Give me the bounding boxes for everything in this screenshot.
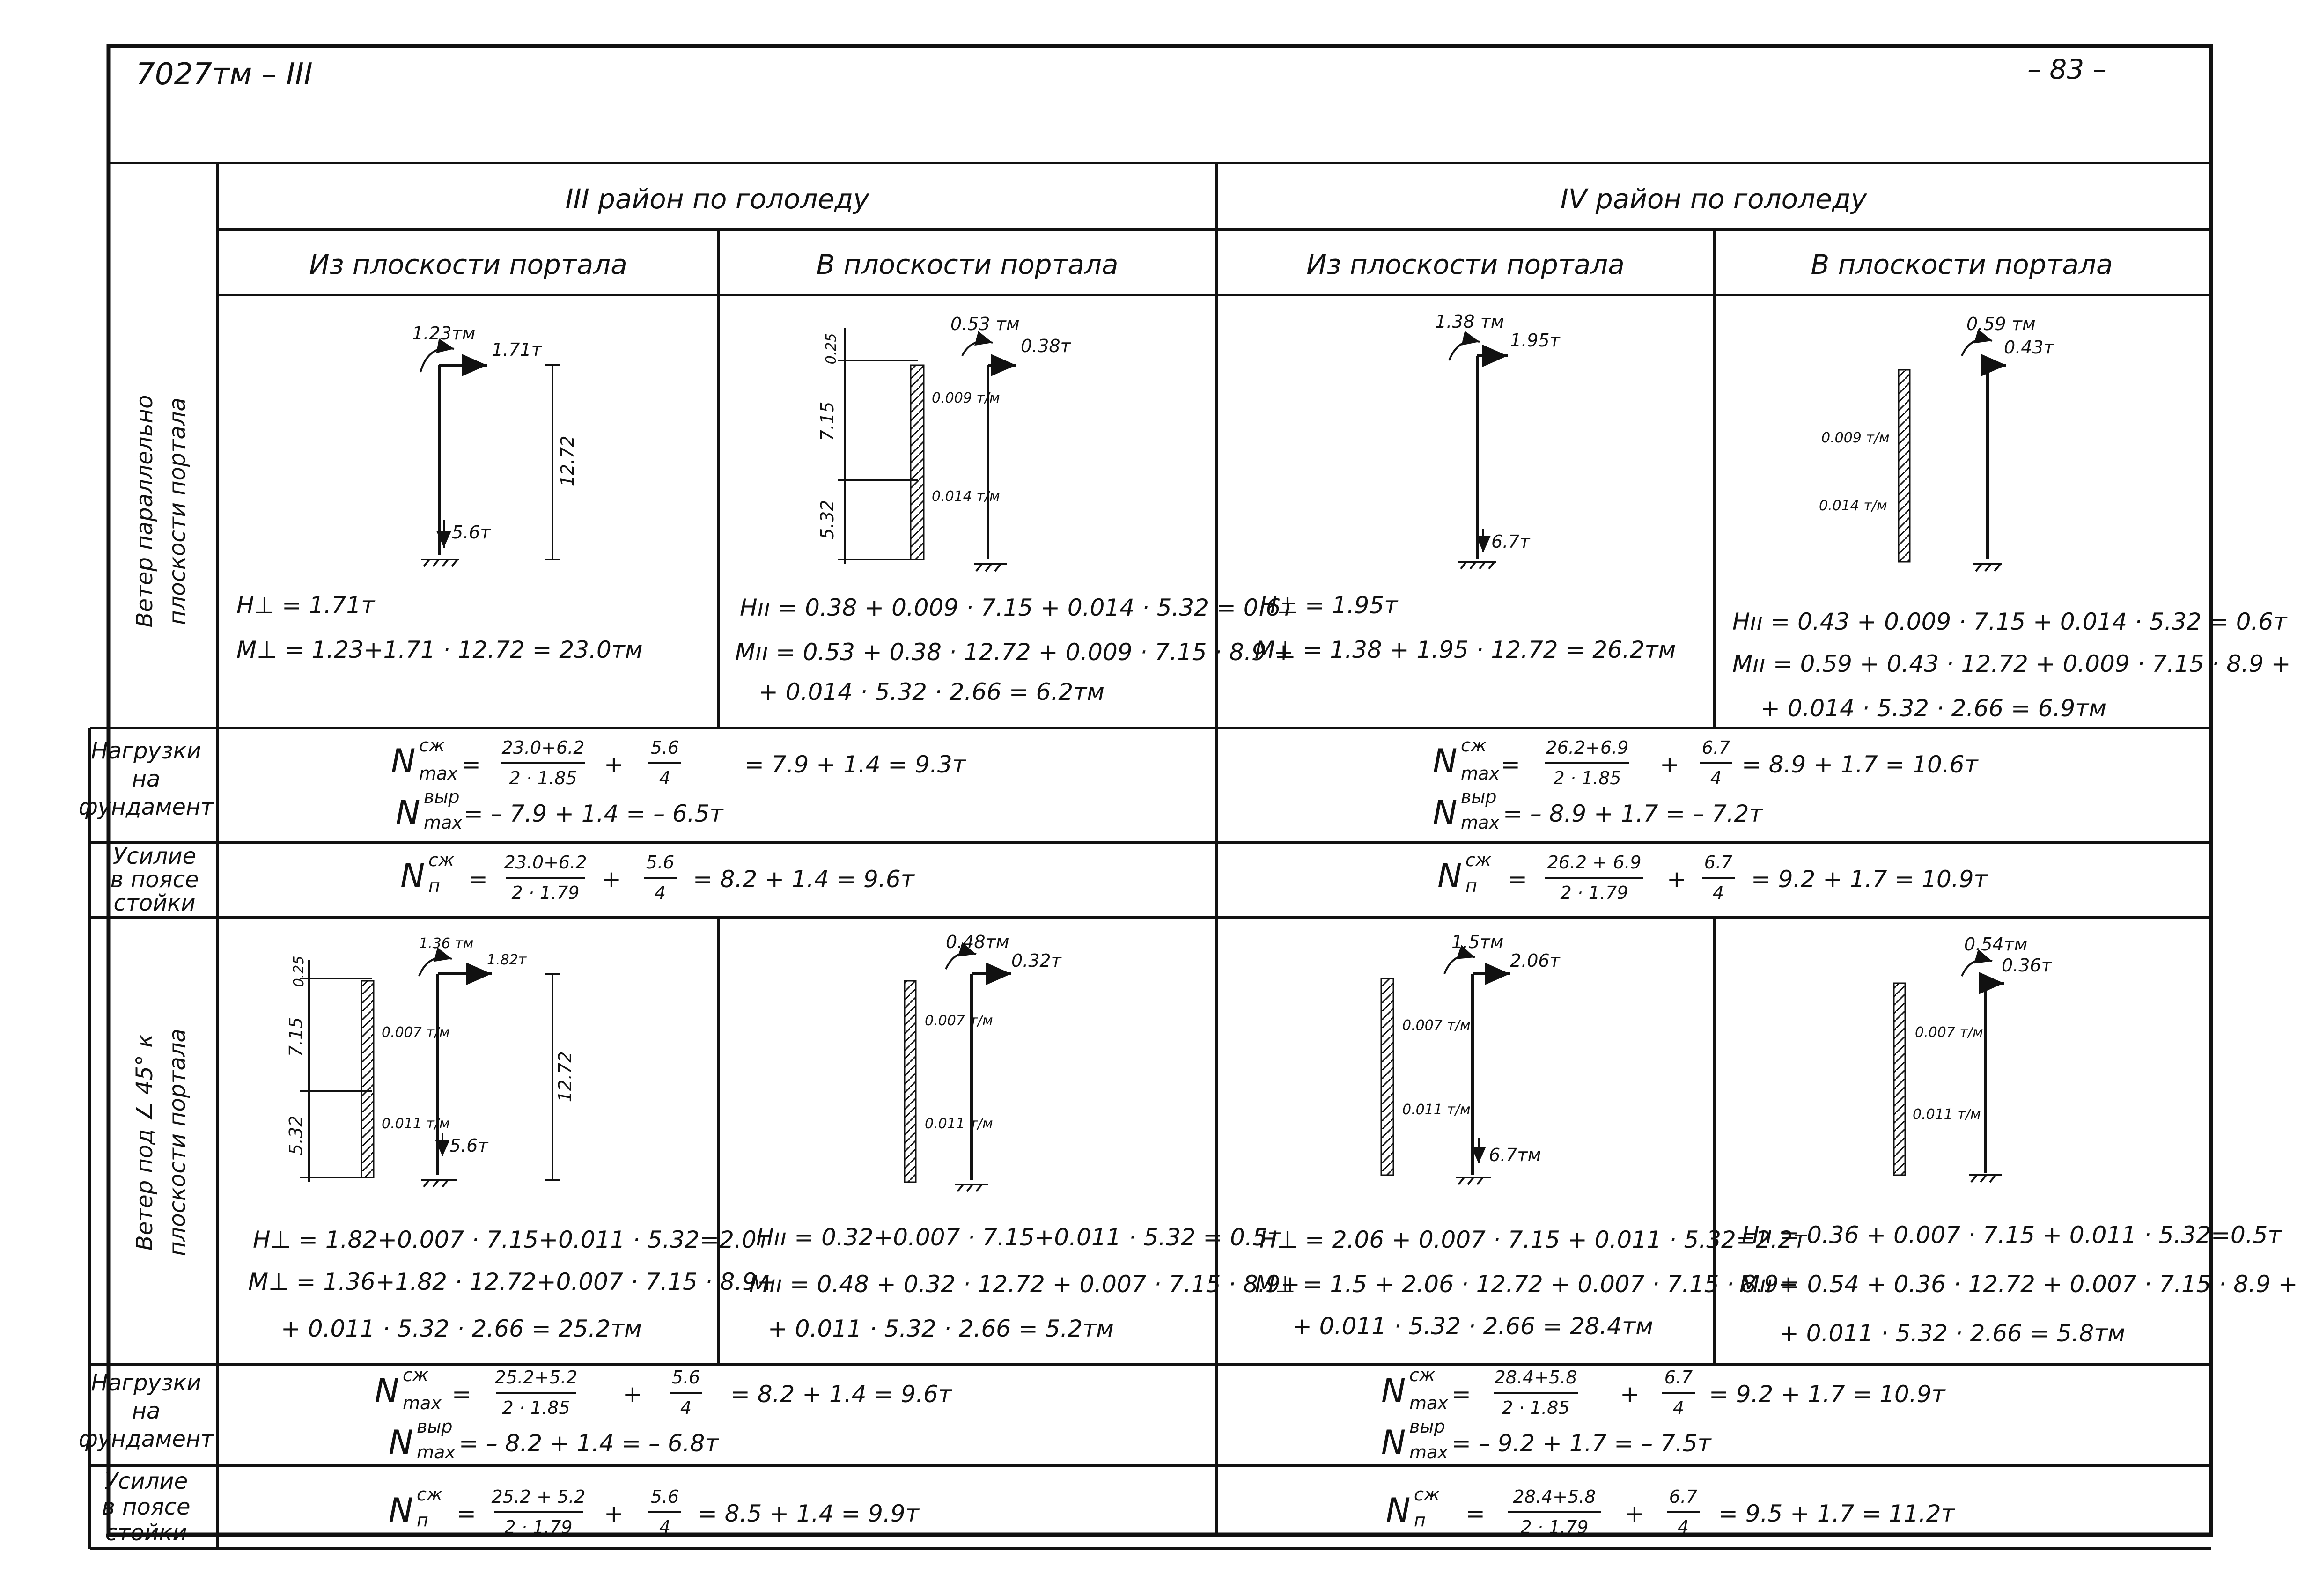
svg-text:max: max — [1409, 1442, 1448, 1463]
svg-text:N: N — [389, 1491, 413, 1530]
svg-text:28.4+5.8: 28.4+5.8 — [1494, 1367, 1577, 1388]
svg-text:28.4+5.8: 28.4+5.8 — [1513, 1486, 1596, 1507]
svg-text:6.7: 6.7 — [1664, 1367, 1693, 1388]
svg-text:выр: выр — [1461, 787, 1497, 807]
eq-b2c4-2: Mıı = 0.54 + 0.36 · 12.72 + 0.007 · 7.15 · 8.9 + — [1739, 1271, 2298, 1298]
svg-text:0.53 тм: 0.53 тм — [950, 314, 1020, 334]
svg-text:max: max — [419, 763, 458, 784]
svg-text:23.0+6.2: 23.0+6.2 — [501, 737, 585, 758]
svg-text:1.36 тм: 1.36 тм — [419, 935, 474, 952]
svg-text:5.6: 5.6 — [646, 852, 675, 873]
diagram-b1c4 — [1819, 314, 2055, 571]
svg-text:6.7: 6.7 — [1701, 737, 1730, 758]
svg-text:6.7: 6.7 — [1669, 1486, 1698, 1507]
loads-1-right — [1433, 735, 1979, 833]
svg-text:2 · 1.85: 2 · 1.85 — [502, 1397, 570, 1418]
svg-text:4: 4 — [1712, 883, 1724, 903]
row-label-loads-1 — [79, 738, 215, 820]
eq-b2c1-3: + 0.011 · 5.32 · 2.66 = 25.2тм — [281, 1315, 642, 1342]
diagram-b1c3 — [1435, 311, 1561, 569]
svg-text:0.007 т/м: 0.007 т/м — [382, 1024, 450, 1041]
eq-b1c1-2: M⊥ = 1.23+1.71 · 12.72 = 23.0тм — [236, 636, 643, 663]
svg-text:N: N — [1381, 1372, 1406, 1410]
loads-2-right — [1381, 1365, 1946, 1463]
header-in-plane-4: В плоскости портала — [1811, 249, 2113, 280]
svg-text:=: = — [457, 1500, 476, 1527]
eq-b1c3-1: H⊥ = 1.95т — [1259, 592, 1398, 619]
diagram-b2c3 — [1381, 932, 1561, 1184]
svg-text:6.7: 6.7 — [1704, 852, 1733, 873]
eq-b1c4-1: Hıı = 0.43 + 0.009 · 7.15 + 0.014 · 5.32 = 0.6т — [1732, 608, 2287, 635]
svg-text:0.38т: 0.38т — [1021, 336, 1071, 356]
svg-text:= 9.2 + 1.7 = 10.9т: = 9.2 + 1.7 = 10.9т — [1709, 1381, 1945, 1408]
svg-text:сж: сж — [419, 735, 445, 756]
svg-text:0.011 т/м: 0.011 т/м — [1913, 1106, 1981, 1123]
svg-text:max: max — [417, 1442, 456, 1463]
svg-text:2 · 1.79: 2 · 1.79 — [1560, 883, 1628, 903]
svg-text:+: + — [1660, 751, 1679, 778]
row-label-wind-45 — [132, 1029, 191, 1256]
svg-text:4: 4 — [659, 1517, 671, 1537]
svg-text:5.6: 5.6 — [671, 1367, 700, 1388]
force-2-right — [1386, 1484, 1956, 1537]
svg-text:= 9.2 + 1.7 = 10.9т: = 9.2 + 1.7 = 10.9т — [1751, 866, 1988, 893]
svg-text:0.009 т/м: 0.009 т/м — [932, 390, 1000, 406]
svg-text:плоскости портала: плоскости портала — [164, 397, 191, 625]
svg-text:1.38 тм: 1.38 тм — [1435, 311, 1504, 332]
svg-text:0.007 т/м: 0.007 т/м — [1402, 1017, 1471, 1034]
loads-2-left — [375, 1365, 953, 1463]
svg-text:= 9.5 + 1.7 = 11.2т: = 9.5 + 1.7 = 11.2т — [1718, 1500, 1955, 1527]
svg-text:N: N — [1433, 742, 1458, 780]
svg-text:12.72: 12.72 — [555, 1051, 575, 1103]
svg-text:0.36т: 0.36т — [2002, 955, 2052, 976]
svg-text:сж: сж — [1414, 1484, 1440, 1505]
svg-text:N: N — [391, 742, 416, 780]
svg-text:0.59 тм: 0.59 тм — [1966, 314, 2036, 334]
svg-text:сж: сж — [1465, 850, 1492, 870]
svg-text:N: N — [400, 857, 425, 895]
svg-text:4: 4 — [1710, 768, 1722, 788]
svg-text:0.014 т/м: 0.014 т/м — [1819, 498, 1887, 514]
diagram-b2c4 — [1894, 934, 2053, 1182]
svg-text:1.95т: 1.95т — [1510, 330, 1560, 351]
svg-text:= 8.5 + 1.4 = 9.9т: = 8.5 + 1.4 = 9.9т — [698, 1500, 919, 1527]
svg-text:= 7.9 + 1.4 = 9.3т: = 7.9 + 1.4 = 9.3т — [744, 751, 966, 778]
svg-text:фундамент: фундамент — [78, 794, 214, 820]
svg-text:0.48тм: 0.48тм — [946, 932, 1009, 952]
svg-text:= – 7.9 + 1.4 = – 6.5т: = – 7.9 + 1.4 = – 6.5т — [464, 800, 723, 827]
svg-text:Нагрузки: Нагрузки — [91, 738, 201, 764]
eq-b1c4-2: Mıı = 0.59 + 0.43 · 12.72 + 0.009 · 7.15 · 8.9 + — [1732, 650, 2291, 677]
eq-b2c4-1: Hıı = 0.36 + 0.007 · 7.15 + 0.011 · 5.32=0.5т — [1742, 1221, 2282, 1249]
eq-b1c3-2: M⊥ = 1.38 + 1.95 · 12.72 = 26.2тм — [1255, 636, 1676, 663]
row-label-loads-2 — [79, 1370, 215, 1452]
svg-text:5.6: 5.6 — [650, 737, 679, 758]
svg-text:п: п — [1465, 875, 1477, 896]
diagram-b1c2 — [817, 314, 1072, 571]
svg-text:=: = — [1451, 1381, 1471, 1408]
svg-text:+: + — [623, 1381, 642, 1408]
svg-text:в поясе: в поясе — [110, 867, 199, 893]
eq-b2c4-3: + 0.011 · 5.32 · 2.66 = 5.8тм — [1779, 1320, 2125, 1347]
svg-text:0.007 т/м: 0.007 т/м — [1915, 1024, 1983, 1041]
svg-text:5.32: 5.32 — [286, 1115, 306, 1155]
svg-text:+: + — [604, 1500, 624, 1527]
svg-text:1.23тм: 1.23тм — [412, 323, 476, 344]
svg-text:7.15: 7.15 — [817, 401, 838, 441]
svg-text:сж: сж — [428, 850, 455, 870]
svg-text:N: N — [375, 1372, 399, 1410]
header-zone-4: IV район по гололеду — [1560, 183, 1867, 215]
svg-text:2 · 1.85: 2 · 1.85 — [1502, 1397, 1570, 1418]
row-label-force-2 — [102, 1468, 190, 1546]
svg-text:выр: выр — [1409, 1416, 1445, 1437]
eq-b2c2-1: Hıı = 0.32+0.007 · 7.15+0.011 · 5.32 = 0.5т — [756, 1224, 1281, 1251]
svg-text:max: max — [403, 1393, 442, 1413]
doc-code: 7027тм – III — [136, 57, 313, 92]
svg-text:плоскости портала: плоскости портала — [164, 1029, 191, 1256]
svg-text:5.6т: 5.6т — [449, 1135, 488, 1156]
svg-text:фундамент: фундамент — [78, 1426, 214, 1452]
row-label-force-1 — [110, 843, 199, 916]
force-1-left — [400, 850, 915, 903]
diagram-b2c2 — [905, 932, 1062, 1191]
svg-text:= – 9.2 + 1.7 = – 7.5т: = – 9.2 + 1.7 = – 7.5т — [1451, 1430, 1711, 1457]
svg-text:N: N — [389, 1423, 413, 1462]
svg-text:=: = — [452, 1381, 471, 1408]
svg-text:выр: выр — [417, 1416, 453, 1437]
svg-text:=: = — [1501, 751, 1520, 778]
svg-text:сж: сж — [403, 1365, 429, 1385]
svg-text:1.82т: 1.82т — [487, 952, 527, 968]
svg-text:0.007 т/м: 0.007 т/м — [925, 1013, 993, 1029]
svg-text:=: = — [1508, 866, 1527, 893]
svg-text:=: = — [461, 751, 481, 778]
svg-text:0.43т: 0.43т — [2004, 337, 2054, 358]
svg-text:0.014 т/м: 0.014 т/м — [932, 488, 1000, 505]
svg-text:1.71т: 1.71т — [492, 339, 542, 360]
header-in-plane-3: В плоскости портала — [816, 249, 1119, 280]
svg-text:0.009 т/м: 0.009 т/м — [1821, 430, 1890, 446]
eq-b1c1-1: H⊥ = 1.71т — [236, 592, 375, 619]
svg-text:max: max — [1461, 763, 1500, 784]
diagram-b1c1 — [412, 323, 578, 566]
svg-text:N: N — [1437, 857, 1462, 895]
svg-text:в поясе: в поясе — [102, 1494, 191, 1520]
loads-1-left — [391, 735, 967, 833]
eq-b1c4-3: + 0.014 · 5.32 · 2.66 = 6.9тм — [1760, 695, 2106, 722]
svg-text:25.2 + 5.2: 25.2 + 5.2 — [491, 1486, 586, 1507]
eq-b1c2-3: + 0.014 · 5.32 · 2.66 = 6.2тм — [758, 678, 1104, 706]
svg-text:4: 4 — [680, 1397, 692, 1418]
svg-text:сж: сж — [1461, 735, 1487, 756]
header-zone-3: III район по гололеду — [565, 183, 869, 215]
eq-b2c3-1: H⊥ = 2.06 + 0.007 · 7.15 + 0.011 · 5.32=2.2т — [1259, 1226, 1807, 1253]
svg-text:23.0+6.2: 23.0+6.2 — [504, 852, 587, 873]
svg-text:4: 4 — [659, 768, 671, 788]
svg-text:5.6: 5.6 — [650, 1486, 679, 1507]
force-2-left — [389, 1484, 920, 1537]
svg-text:= – 8.9 + 1.7 = – 7.2т: = – 8.9 + 1.7 = – 7.2т — [1503, 800, 1763, 827]
svg-text:0.011 т/м: 0.011 т/м — [382, 1116, 450, 1132]
svg-text:+: + — [1620, 1381, 1640, 1408]
svg-text:N: N — [1433, 794, 1458, 832]
eq-b2c3-2: M⊥ = 1.5 + 2.06 · 12.72 + 0.007 · 7.15 · 8.9+ — [1255, 1271, 1798, 1298]
svg-text:стойки: стойки — [105, 1520, 187, 1546]
svg-text:= 8.9 + 1.7 = 10.6т: = 8.9 + 1.7 = 10.6т — [1742, 751, 1978, 778]
svg-text:4: 4 — [1677, 1517, 1689, 1537]
svg-text:0.011 т/м: 0.011 т/м — [925, 1116, 993, 1132]
svg-text:+: + — [604, 751, 624, 778]
svg-text:0.011 т/м: 0.011 т/м — [1402, 1102, 1471, 1118]
svg-text:4: 4 — [1672, 1397, 1685, 1418]
svg-text:= 8.2 + 1.4 = 9.6т: = 8.2 + 1.4 = 9.6т — [693, 866, 914, 893]
eq-b2c1-2: M⊥ = 1.36+1.82 · 12.72+0.007 · 7.15 · 8.9+ — [248, 1268, 777, 1295]
svg-text:+: + — [602, 866, 621, 893]
svg-text:= – 8.2 + 1.4 = – 6.8т: = – 8.2 + 1.4 = – 6.8т — [459, 1430, 719, 1457]
svg-text:0.25: 0.25 — [291, 956, 307, 987]
svg-text:Ветер параллельно: Ветер параллельно — [132, 395, 158, 628]
svg-text:2 · 1.85: 2 · 1.85 — [509, 768, 577, 788]
svg-text:5.32: 5.32 — [817, 500, 838, 540]
header-out-plane-3: Из плоскости портала — [309, 249, 627, 280]
svg-text:стойки: стойки — [113, 890, 196, 916]
svg-text:п: п — [428, 875, 440, 896]
svg-text:25.2+5.2: 25.2+5.2 — [494, 1367, 578, 1388]
svg-text:N: N — [1381, 1423, 1406, 1462]
svg-text:+: + — [1667, 866, 1686, 893]
svg-text:12.72: 12.72 — [557, 435, 578, 487]
svg-text:на: на — [132, 1398, 161, 1424]
svg-text:Усилие: Усилие — [112, 843, 197, 869]
diagram-b2c1 — [286, 935, 575, 1187]
svg-text:1.5тм: 1.5тм — [1451, 932, 1504, 952]
svg-text:п: п — [1414, 1510, 1426, 1530]
svg-text:N: N — [1386, 1491, 1411, 1530]
page-number: – 83 – — [2027, 53, 2106, 85]
eq-b1c2-1: Hıı = 0.38 + 0.009 · 7.15 + 0.014 · 5.32 = 0.6т — [740, 594, 1295, 621]
eq-b1c2-2: Mıı = 0.53 + 0.38 · 12.72 + 0.009 · 7.15 · 8.9 + — [735, 639, 1294, 666]
eq-b2c2-3: + 0.011 · 5.32 · 2.66 = 5.2тм — [768, 1315, 1114, 1342]
svg-text:N: N — [396, 794, 420, 832]
svg-text:5.6т: 5.6т — [452, 522, 491, 543]
svg-text:сж: сж — [417, 1484, 443, 1505]
svg-text:2 · 1.85: 2 · 1.85 — [1553, 768, 1621, 788]
svg-text:2.06т: 2.06т — [1510, 950, 1560, 971]
eq-b2c2-2: Mıı = 0.48 + 0.32 · 12.72 + 0.007 · 7.15 · 8.9+ — [749, 1271, 1300, 1298]
svg-text:max: max — [424, 812, 463, 833]
svg-text:26.2 + 6.9: 26.2 + 6.9 — [1547, 852, 1642, 873]
svg-text:2 · 1.79: 2 · 1.79 — [511, 883, 580, 903]
svg-text:на: на — [132, 766, 161, 792]
svg-text:6.7тм: 6.7тм — [1489, 1145, 1541, 1165]
svg-text:max: max — [1409, 1393, 1448, 1413]
svg-text:Усилие: Усилие — [104, 1468, 188, 1494]
svg-text:сж: сж — [1409, 1365, 1436, 1385]
svg-text:7.15: 7.15 — [286, 1017, 306, 1057]
force-1-right — [1437, 850, 1988, 903]
svg-text:max: max — [1461, 812, 1500, 833]
svg-text:= 8.2 + 1.4 = 9.6т: = 8.2 + 1.4 = 9.6т — [730, 1381, 952, 1408]
svg-text:п: п — [417, 1510, 428, 1530]
svg-text:=: = — [468, 866, 488, 893]
svg-text:Ветер под ∠ 45° к: Ветер под ∠ 45° к — [132, 1034, 158, 1251]
svg-text:2 · 1.79: 2 · 1.79 — [504, 1517, 573, 1537]
svg-text:2 · 1.79: 2 · 1.79 — [1520, 1517, 1589, 1537]
svg-text:Нагрузки: Нагрузки — [91, 1370, 201, 1396]
svg-text:+: + — [1625, 1500, 1644, 1527]
header-out-plane-4: Из плоскости портала — [1306, 249, 1625, 280]
svg-text:4: 4 — [654, 883, 666, 903]
eq-b2c3-3: + 0.011 · 5.32 · 2.66 = 28.4тм — [1292, 1313, 1653, 1340]
svg-text:выр: выр — [424, 787, 460, 807]
svg-text:6.7т: 6.7т — [1491, 531, 1530, 552]
row-label-wind-parallel — [132, 395, 191, 628]
svg-text:=: = — [1465, 1500, 1485, 1527]
svg-text:0.54тм: 0.54тм — [1964, 934, 2028, 955]
svg-text:0.25: 0.25 — [823, 333, 839, 365]
svg-text:26.2+6.9: 26.2+6.9 — [1546, 737, 1629, 758]
eq-b2c1-1: H⊥ = 1.82+0.007 · 7.15+0.011 · 5.32=2.0т — [253, 1226, 770, 1253]
svg-text:0.32т: 0.32т — [1011, 950, 1061, 971]
